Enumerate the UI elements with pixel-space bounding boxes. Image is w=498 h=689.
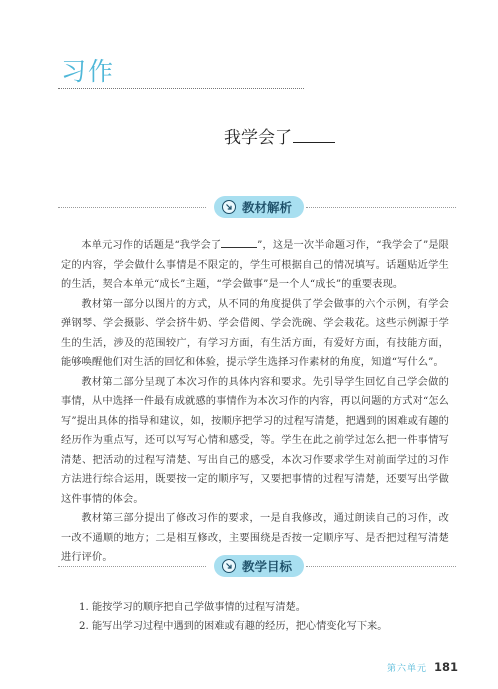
inline-blank	[221, 237, 257, 248]
analysis-divider-left	[58, 207, 206, 208]
goals-heading-text: 教学目标	[242, 559, 293, 574]
arrow-circle-icon	[222, 559, 236, 573]
footer-unit-label: 第六单元	[386, 664, 427, 674]
analysis-divider-right	[306, 207, 456, 208]
paragraph-text: ”，这是一次半命题习作，“我学会了”是限定的内容，学会做什么事情是不限定的，学生可根据自己的情况填写。话题贴近学生的生活，契合本单元“成长”主题，“学会做事”是一个人“成长”的重要表现。	[61, 240, 449, 290]
paragraph-text: 本单元习作的话题是“我学会了	[81, 240, 222, 251]
composition-topic	[224, 123, 335, 148]
analysis-paragraph: 教材第二部分呈现了本次习作的具体内容和要求。先引导学生回忆自己学会做的事情，从中选择一件最有成就感的事情作为本次习作的内容，再以问题的方式对“怎么写”提出具体的指导和建议，如，按顺序把学习的过程写清楚，把遇到的困难或有趣的经历作为重点写，还可以写写心情和感受，等。学生在此之前学过怎么把一件事情写清楚、把活动的过程写清楚、写出自己的感受，本次习作要求学生对前面学过的习作方法进行综合运用，既要按一定的顺序写，又要把事情的过程写清楚，还要写出学做这件事情的体会。	[61, 376, 449, 505]
page-footer	[387, 660, 458, 674]
title-divider	[58, 88, 304, 89]
analysis-heading-text: 教材解析	[242, 200, 293, 215]
analysis-heading	[214, 196, 304, 218]
goals-heading	[214, 555, 304, 577]
arrow-circle-icon	[222, 200, 236, 214]
topic-blank	[293, 126, 335, 143]
topic-text: 我学会了	[224, 128, 292, 148]
goal-item: 1. 能按学习的顺序把自己学做事情的过程写清楚。	[79, 602, 306, 613]
analysis-paragraph: 教材第三部分提出了修改习作的要求，一是自我修改，通过朗读自己的习作，改一改不通顺的地方；二是相互修改，主要围绕是否按一定顺序写、是否把过程写清楚进行评价。	[61, 513, 449, 563]
analysis-paragraph: 教材第一部分以图片的方式，从不同的角度提供了学会做事的六个示例，有学会弹钢琴、学会摄影、学会挤牛奶、学会借阅、学会洗碗、学会栽花。这些示例源于学生的生活，涉及的范围较广，有学习方面，有生活方面，有爱好方面，有技能方面，能够唤醒他们对生活的回忆和体验，提示学生选择习作素材的角度，知道“写什么”。	[61, 298, 449, 368]
goal-item: 2. 能写出学习过程中遇到的困难或有趣的经历，把心情变化写下来。	[79, 621, 388, 632]
analysis-paragraph	[61, 236, 449, 295]
page-number: 181	[433, 660, 458, 674]
goals-divider-right	[306, 566, 456, 567]
goals-list	[79, 598, 459, 636]
goals-divider-left	[58, 566, 206, 567]
analysis-body	[61, 236, 449, 568]
section-title: 习作	[61, 57, 116, 86]
